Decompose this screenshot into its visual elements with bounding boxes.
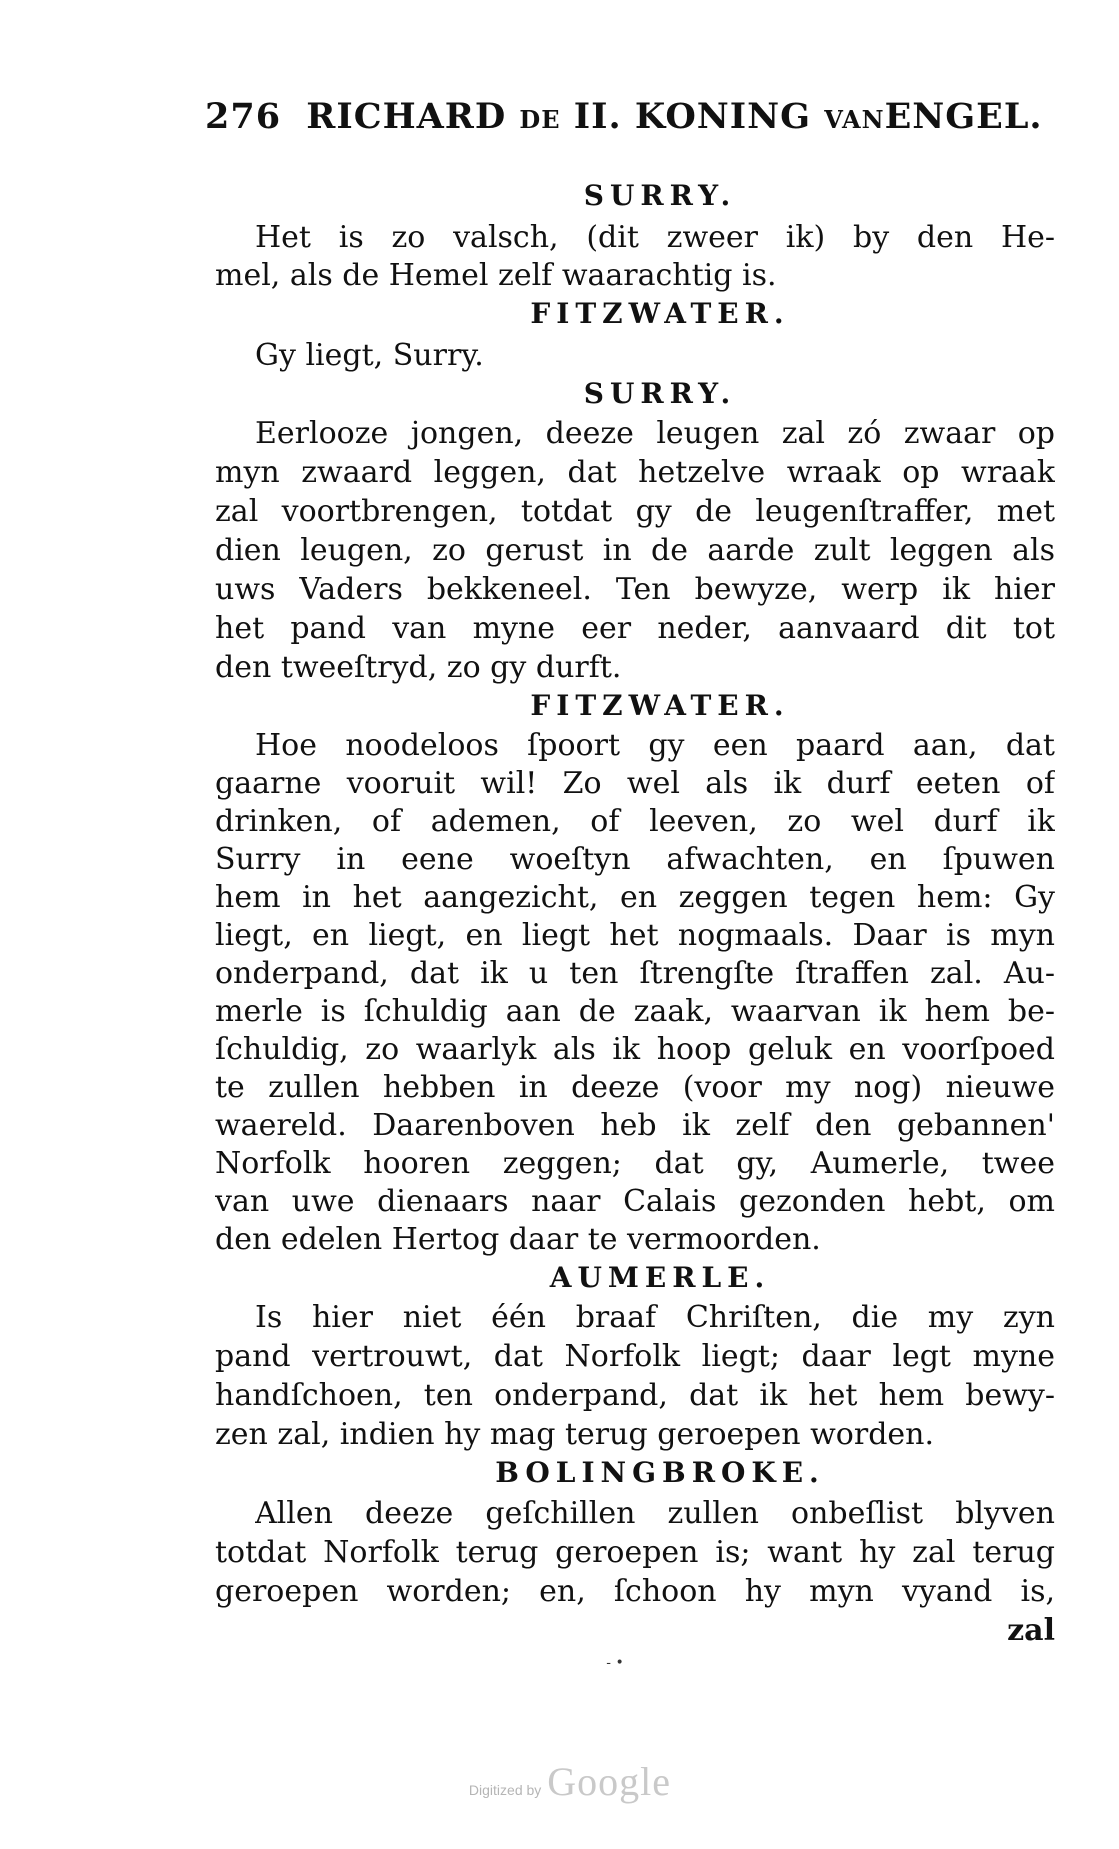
running-title-part-3: ENGEL. (884, 96, 1043, 137)
text-line: dien leugen, zo gerust in de aarde zult leggen als (215, 533, 1055, 568)
google-wordmark: Google (547, 1759, 672, 1804)
text-line: den tweeſtryd, zo gy durft. (215, 650, 622, 685)
text-line: den edelen Hertog daar te vermoorden. (215, 1222, 821, 1257)
text-line: mel, als de Hemel zelf waarachtig is. (215, 258, 777, 293)
text-line: zal voortbrengen, totdat gy de leugenſtraffer, met (215, 494, 1055, 529)
speaker-heading: FITZWATER. (530, 689, 790, 722)
text-line: hem in het aangezicht, en zeggen tegen hem: Gy (215, 880, 1055, 915)
text-line: pand vertrouwt, dat Norfolk liegt; daar legt myne (215, 1339, 1055, 1374)
running-title-part-2: II. KONING (573, 96, 812, 137)
running-title-small-2: VAN (824, 105, 885, 134)
running-title-small-1: DE (519, 105, 561, 134)
text-line: Het is zo valsch, (dit zweer ik) by den He- (255, 220, 1055, 255)
speaker-heading: FITZWATER. (530, 297, 790, 330)
text-line: Gy liegt, Surry. (255, 338, 484, 373)
text-line: uws Vaders bekkeneel. Ten bewyze, werp ik hier (215, 572, 1055, 607)
text-line: onderpand, dat ik u ten ſtrengſte ſtraffen zal. Au- (215, 956, 1055, 991)
text-line: drinken, of ademen, of leeven, zo wel durf ik (215, 804, 1055, 839)
digitized-watermark (440, 1758, 700, 1808)
speaker-heading: SURRY. (583, 179, 737, 212)
running-head (205, 92, 1075, 142)
text-line: het pand van myne eer neder, aanvaard dit tot (215, 611, 1055, 646)
running-title-part-1: RICHARD (306, 96, 507, 137)
text-line: Surry in eene woeſtyn afwachten, en ſpuwen (215, 842, 1055, 877)
text-line: Eerlooze jongen, deeze leugen zal zó zwaar op (255, 416, 1055, 451)
text-line: gaarne vooruit wil! Zo wel als ik durf eeten of (215, 766, 1055, 801)
text-line: zen zal, indien hy mag terug geroepen worden. (215, 1417, 935, 1452)
text-line: Norfolk hooren zeggen; dat gy, Aumerle, twee (215, 1146, 1055, 1181)
text-line: te zullen hebben in deeze (voor my nog) nieuwe (215, 1070, 1055, 1105)
text-line: totdat Norfolk terug geroepen is; want hy zal terug (215, 1535, 1055, 1570)
text-line: van uwe dienaars naar Calais gezonden hebt, om (215, 1184, 1055, 1219)
text-line: Hoe noodeloos ſpoort gy een paard aan, dat (255, 728, 1055, 763)
text-line: geroepen worden; en, ſchoon hy myn vyand is, (215, 1574, 1055, 1609)
speaker-heading: AUMERLE. (549, 1261, 771, 1294)
catchword: zal (1007, 1613, 1055, 1648)
text-line: myn zwaard leggen, dat hetzelve wraak op wraak (215, 455, 1055, 490)
text-line: Allen deeze geſchillen zullen onbeſlist blyven (255, 1496, 1055, 1531)
speaker-heading: BOLINGBROKE. (495, 1456, 825, 1489)
text-line: ſchuldig, zo waarlyk als ik hoop geluk en voorſpoed (215, 1032, 1055, 1067)
text-line: waereld. Daarenboven heb ik zelf den gebannen' (215, 1108, 1055, 1143)
page-number: 276 (205, 96, 282, 137)
text-line: handſchoen, ten onderpand, dat ik het hem bewy- (215, 1378, 1055, 1413)
speaker-heading: SURRY. (583, 377, 737, 410)
text-line: liegt, en liegt, en liegt het nogmaals. Daar is myn (215, 918, 1055, 953)
text-line: Is hier niet één braaf Chriſten, die my zyn (255, 1300, 1055, 1335)
text-line: merle is ſchuldig aan de zaak, waarvan ik hem be- (215, 994, 1055, 1029)
footer-ornament: - • (606, 1655, 624, 1671)
digitized-by-label: Digitized by (468, 1782, 542, 1798)
